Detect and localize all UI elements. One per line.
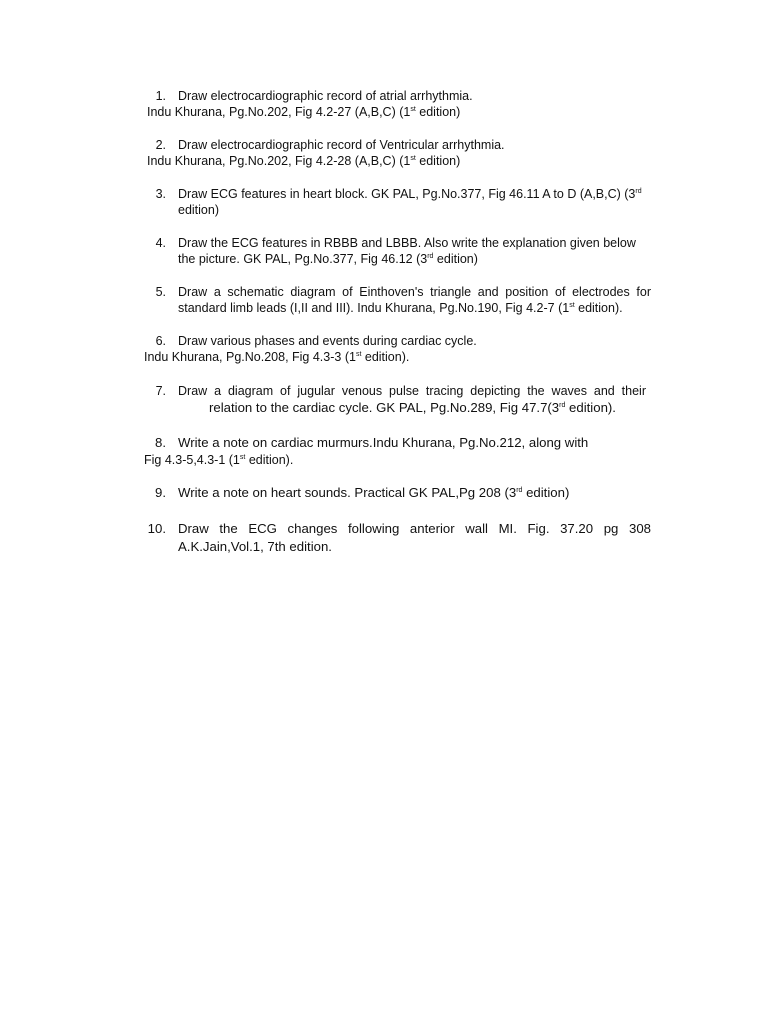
item-text: Draw electrocardiographic record of atrial arrhythmia. [178,89,473,103]
item-text: Draw various phases and events during cardiac cycle. [178,334,477,348]
item-text: Draw a diagram of jugular venous pulse tracing depicting the waves and their [178,384,646,398]
item-number: 5. [155,285,166,299]
item-text-continued: the picture. GK PAL, Pg.No.377, Fig 46.12 (3rd edition) [178,252,478,266]
item-text-continued: edition) [178,203,219,217]
item-number: 3. [155,187,166,201]
item-number: 6. [155,334,166,348]
item-text-continued: relation to the cardiac cycle. GK PAL, Pg.No.289, Fig 47.7(3rd edition). [209,400,616,415]
item-number: 10. [147,521,166,536]
item-number: 1. [155,89,166,103]
item-number: 9. [155,485,166,500]
item-text: Draw a schematic diagram of Einthoven's triangle and position of electrodes for [178,285,651,299]
item-reference: Indu Khurana, Pg.No.208, Fig 4.3-3 (1st edition). [144,350,410,364]
item-text: Draw ECG features in heart block. GK PAL, Pg.No.377, Fig 46.11 A to D (A,B,C) (3rd [178,187,642,201]
item-reference: Fig 4.3-5,4.3-1 (1st edition). [144,453,294,467]
item-number: 4. [155,236,166,250]
item-text: Draw the ECG changes following anterior wall MI. Fig. 37.20 pg 308 [178,521,651,536]
item-text-continued: standard limb leads (I,II and III). Indu Khurana, Pg.No.190, Fig 4.2-7 (1st edition). [178,301,623,315]
item-number: 2. [155,138,166,152]
item-text: Write a note on cardiac murmurs.Indu Khurana, Pg.No.212, along with [178,435,589,450]
item-text: Draw the ECG features in RBBB and LBBB. Also write the explanation given below [178,236,636,250]
item-text: Draw electrocardiographic record of Ventricular arrhythmia. [178,138,505,152]
item-text: Write a note on heart sounds. Practical GK PAL,Pg 208 (3rd edition) [178,485,570,500]
item-reference: Indu Khurana, Pg.No.202, Fig 4.2-28 (A,B,C) (1st edition) [147,154,461,168]
item-number: 8. [155,435,166,450]
item-text-continued: A.K.Jain,Vol.1, 7th edition. [178,539,332,554]
item-reference: Indu Khurana, Pg.No.202, Fig 4.2-27 (A,B,C) (1st edition) [147,105,461,119]
item-number: 7. [155,384,166,398]
